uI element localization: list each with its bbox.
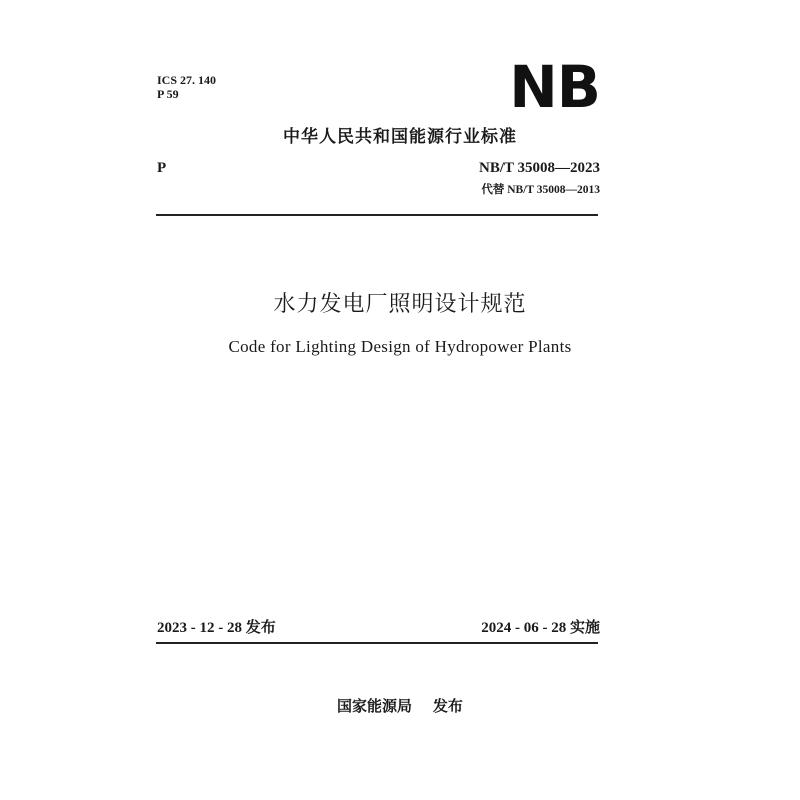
document-title-english: Code for Lighting Design of Hydropower Plants bbox=[228, 337, 572, 356]
document-title-chinese: 水力发电厂照明设计规范 bbox=[273, 292, 527, 317]
standard-series-title: 中华人民共和国能源行业标准 bbox=[283, 127, 517, 147]
top-divider bbox=[156, 214, 598, 216]
issue-date: 2023 - 12 - 28 发布 bbox=[157, 620, 276, 636]
ccs-code: P 59 bbox=[157, 87, 179, 101]
replaces-standard: 代替 NB/T 35008—2013 bbox=[481, 184, 600, 196]
category-code: P bbox=[157, 160, 167, 176]
publisher: 国家能源局 发布 bbox=[337, 697, 463, 715]
nb-logo: NB bbox=[509, 53, 600, 121]
ics-code: ICS 27. 140 bbox=[157, 73, 217, 87]
standard-number: NB/T 35008—2023 bbox=[479, 160, 600, 176]
implementation-date: 2024 - 06 - 28 实施 bbox=[481, 620, 600, 636]
bottom-divider bbox=[156, 642, 598, 644]
